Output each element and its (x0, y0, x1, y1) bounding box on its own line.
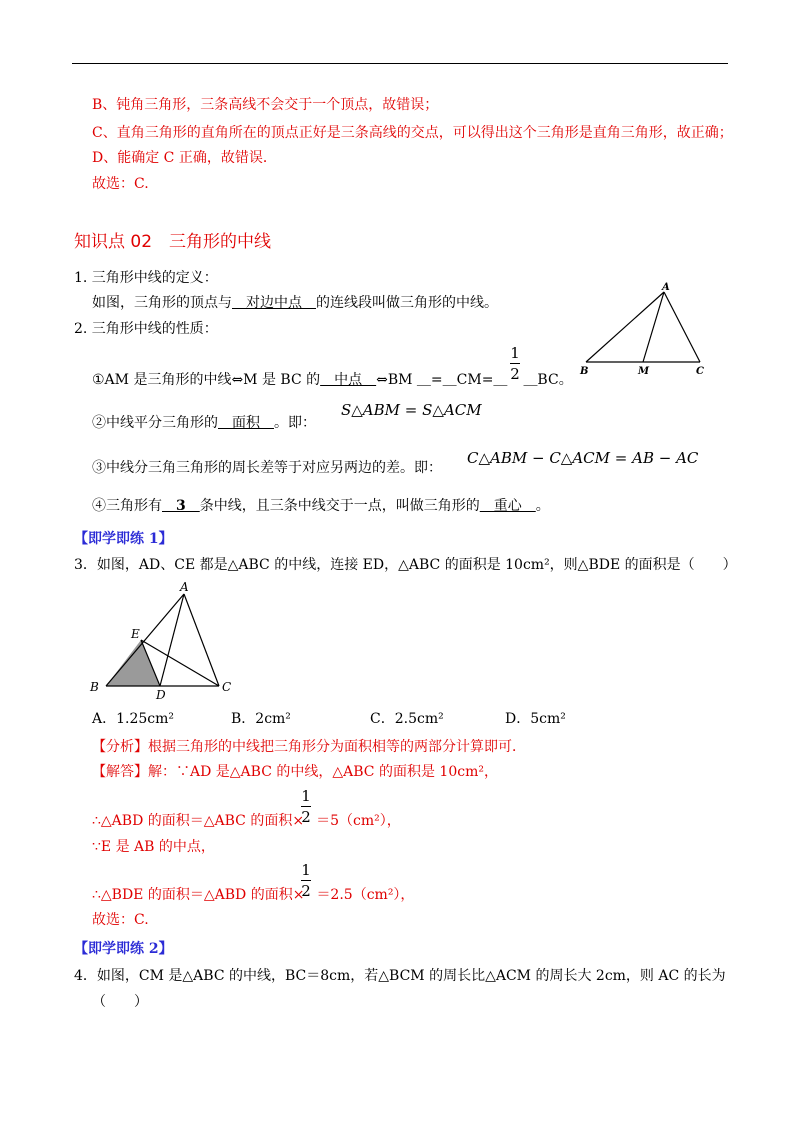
property-2-blank: 面积 (218, 415, 274, 431)
step-3-post: ＝2.5（cm²）， (316, 887, 415, 903)
definition-post: 的连线段叫做三角形的中线。 (316, 295, 498, 311)
definition-pre: 如图，三角形的顶点与 (92, 295, 232, 311)
properties-label: 2. 三角形中线的性质： (74, 321, 218, 337)
step-1-pre: ∴△ABD 的面积＝△ABC 的面积× (92, 813, 305, 829)
property-3: ③中线分三角三角形的周长差等于对应另两边的差。即： (92, 460, 442, 476)
practice-2-question: 4．如图，CM 是△ABC 的中线，BC＝8cm，若△BCM 的周长比△ACM 的周长大 2cm，则 AC 的长为 (74, 968, 726, 984)
header-rule (72, 63, 728, 64)
property-4-end: 。 (535, 498, 550, 514)
step-1-fraction-den: 2 (301, 808, 311, 826)
step-1-fraction-num: 1 (301, 787, 311, 805)
step-1 (92, 812, 401, 830)
step-1-post: ＝5（cm²）， (316, 813, 401, 829)
property-1-blank: 中点 (320, 372, 377, 388)
practice-2-bracket: （ ） (92, 994, 148, 1010)
property-4-blank2: 重心 (479, 498, 536, 514)
label-c: C (222, 680, 232, 694)
solution-answer: 故选：C. (92, 176, 149, 192)
property-4-pre: ④三角形有 (92, 498, 162, 514)
label-c: C (696, 366, 704, 377)
property-4-blank: 3 (162, 498, 200, 514)
step-3-fraction-bar (301, 880, 311, 881)
practice-2-label: 【即学即练 2】 (74, 941, 173, 957)
step-1-fraction-bar (301, 806, 311, 807)
section-title: 知识点 02 三角形的中线 (74, 232, 272, 252)
practice-1-label: 【即学即练 1】 (74, 531, 173, 547)
practice-1-figure (86, 580, 242, 702)
step-3-pre: ∴△BDE 的面积＝△ABD 的面积× (92, 887, 305, 903)
practice-1-question: 3．如图，AD、CE 都是△ABC 的中线，连接 ED，△ABC 的面积是 10cm²，则△BDE 的面积是（ ） (74, 557, 737, 573)
property-3-formula: C△ABM − C△ACM = AB − AC (467, 449, 699, 467)
label-e: E (131, 627, 140, 641)
property-1-fraction-bar (510, 363, 520, 364)
analysis-text: 【分析】根据三角形的中线把三角形分为面积相等的两部分计算即可． (92, 739, 526, 755)
step-3-fraction-num: 1 (301, 861, 311, 879)
property-1-fraction-den: 2 (510, 365, 520, 383)
property-2-pre: ②中线平分三角形的 (92, 415, 218, 431)
side-ab (586, 292, 664, 362)
property-1-end: ＿BC。 (523, 372, 573, 388)
option-d: D．5cm² (505, 711, 566, 727)
definition-label: 1. 三角形中线的定义： (74, 270, 218, 286)
property-1-fraction-num: 1 (510, 344, 520, 362)
property-1 (92, 371, 573, 389)
option-c: C．2.5cm² (370, 711, 444, 727)
step-3 (92, 886, 414, 904)
label-m: M (638, 366, 650, 377)
side-ac (664, 292, 700, 362)
side-ac (184, 594, 219, 686)
label-b: B (580, 366, 589, 377)
answer-line: 【解答】解：∵AD 是△ABC 的中线，△ABC 的面积是 10cm²， (92, 764, 498, 780)
property-4 (92, 497, 550, 515)
median-am (643, 292, 664, 362)
option-b: B．2cm² (231, 711, 291, 727)
property-2-post: 。即： (274, 415, 316, 431)
option-a: A．1.25cm² (92, 711, 175, 727)
median-figure (576, 282, 716, 378)
practice-1-choice: 故选：C. (92, 912, 149, 928)
label-d: D (156, 688, 166, 702)
property-1-pre: ①AM 是三角形的中线⇔M 是 BC 的 (92, 372, 321, 388)
step-2: ∵E 是 AB 的中点， (92, 839, 215, 855)
property-4-mid: 条中线，且三条中线交于一点，叫做三角形的 (199, 498, 480, 514)
solution-line-c: C、直角三角形的直角所在的顶点正好是三条高线的交点，可以得出这个三角形是直角三角形，故正确； (92, 125, 733, 141)
solution-line-b: B、钝角三角形，三条高线不会交于一个顶点，故错误； (92, 97, 439, 113)
label-a: A (180, 580, 189, 594)
property-1-mid: ⇔BM ＿=＿CM=＿ (376, 372, 508, 388)
property-2 (92, 414, 316, 432)
label-a: A (662, 282, 670, 293)
property-2-formula: S△ABM = S△ACM (341, 401, 482, 419)
step-3-fraction-den: 2 (301, 882, 311, 900)
solution-line-d: D、能确定 C 正确，故错误． (92, 150, 277, 166)
definition-text (92, 294, 498, 312)
label-b: B (90, 680, 99, 694)
definition-blank-answer: 对边中点 (232, 295, 316, 311)
